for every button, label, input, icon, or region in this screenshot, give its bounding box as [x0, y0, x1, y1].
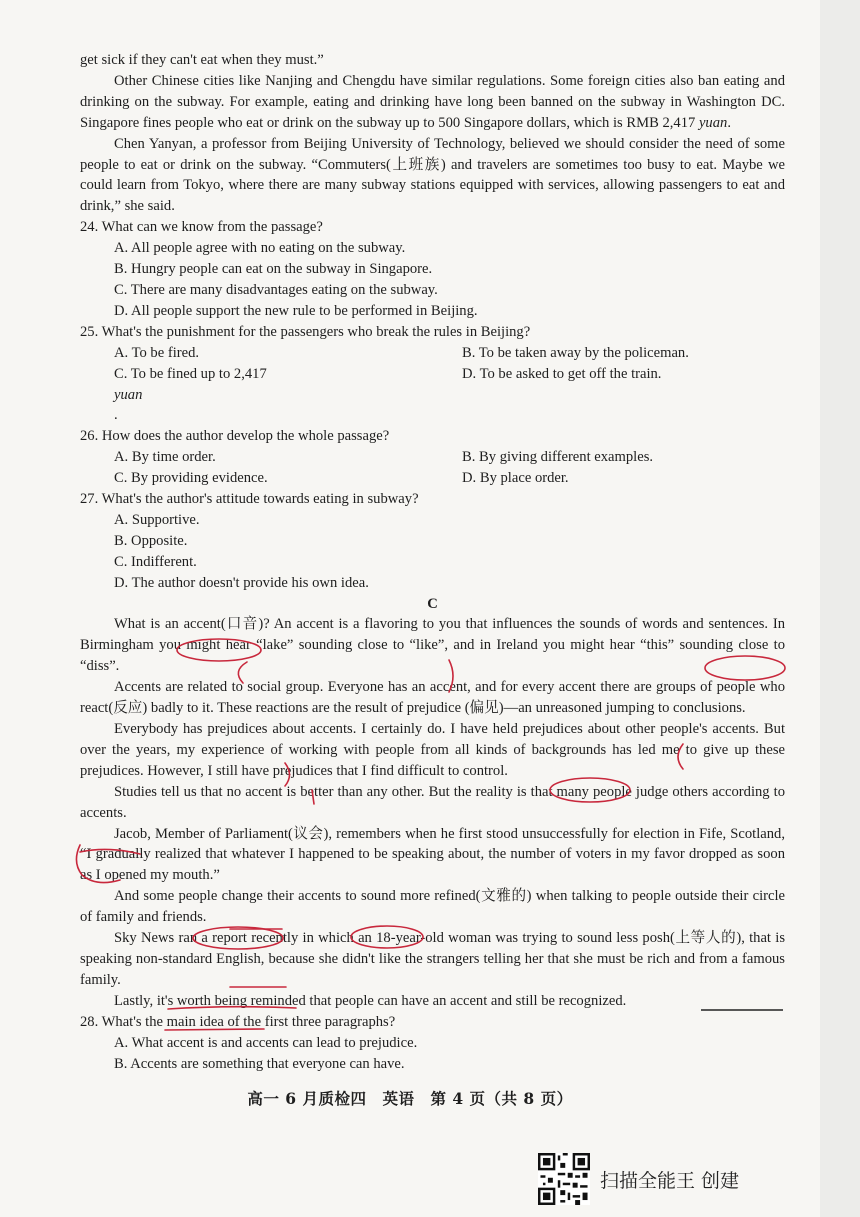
option-d: D. All people support the new rule to be performed in Beijing.: [114, 302, 478, 319]
section-c-paragraph-4: Studies tell us that no accent is better than any other. But the reality is that many people judge others according to accents.: [80, 783, 785, 821]
question-stem: 24. What can we know from the passage?: [80, 219, 323, 236]
option-b: B. Opposite.: [114, 532, 188, 549]
option-row: [114, 468, 785, 489]
option-c-text: C. To be fined up to 2,417: [114, 365, 267, 382]
question-stem: 26. How does the author develop the whole passage?: [80, 428, 390, 445]
scanner-watermark: 扫描全能王 创建: [600, 1170, 740, 1192]
option-d: D. By place order.: [462, 470, 569, 487]
option-a: A. By time order.: [114, 449, 216, 466]
passage-b-p1-end: .: [727, 114, 731, 131]
passage-b-paragraph-1: [80, 71, 785, 134]
question-stem: 27. What's the author's attitude towards eating in subway?: [80, 491, 419, 508]
section-c-paragraph-1: What is an accent(口音)? An accent is a flavoring to you that influences the sounds of words and sentences. In Birmingham you might hear “lake” sounding close to “like”, and in Ireland you might hear “this” sounding close to “diss”.: [80, 616, 785, 675]
option-b: B. Accents are something that everyone can have.: [114, 1055, 405, 1072]
option-c: [114, 364, 462, 427]
option-d: D. To be asked to get off the train.: [462, 365, 662, 382]
qr-code-icon: [538, 1153, 590, 1205]
option-a: A. What accent is and accents can lead to prejudice.: [114, 1034, 418, 1051]
passage-b-paragraph-0: get sick if they can't eat when they must.”: [80, 52, 324, 68]
option-b: B. To be taken away by the policeman.: [462, 344, 689, 361]
question-24: [80, 217, 785, 322]
option-c: C. Indifferent.: [114, 553, 197, 570]
option-a: A. All people agree with no eating on the subway.: [114, 240, 406, 257]
option-a: A. To be fired.: [114, 344, 200, 361]
question-26: [80, 426, 785, 489]
option-c-end: .: [114, 407, 118, 424]
question-28: [80, 1012, 785, 1075]
scan-edge: [820, 0, 860, 1217]
question-stem: 25. What's the punishment for the passengers who break the rules in Beijing?: [80, 323, 531, 340]
question-stem: 28. What's the main idea of the first three paragraphs?: [80, 1013, 396, 1030]
section-c-paragraph-7: Sky News ran a report recently in which an 18-year-old woman was trying to sound less posh(上等人的), that is speaking non-standard English, because she didn't like the strangers telling her that she must be rich and from a famous family.: [80, 930, 785, 988]
section-c-paragraph-3: Everybody has prejudices about accents. I certainly do. I have held prejudices about other people's accents. But over the years, my experience of working with people from all kinds of backgrounds has led me to give up these prejudices. However, I still have prejudices that I find difficult to control.: [80, 721, 785, 779]
yuan-italic: yuan: [698, 114, 728, 131]
passage-b-p1-text: Other Chinese cities like Nanjing and Chengdu have similar regulations. Some foreign cities also ban eating and drinking on the subway. For example, eating and drinking have long been banned on the subway in Washington DC. Singapore fines people who eat or drink on the subway up to 500 Singapore dollars, which is RMB 2,417: [80, 72, 785, 131]
option-row: [114, 343, 785, 364]
section-c-paragraph-2: Accents are related to social group. Everyone has an accent, and for every accent there are groups of people who react(反应) badly to it. These reactions are the result of prejudice (偏见)—an unreasoned jumping to conclusions.: [80, 679, 785, 717]
option-a: A. Supportive.: [114, 511, 200, 528]
page-content: [80, 50, 785, 1074]
option-b: B. By giving different examples.: [462, 449, 654, 466]
section-c-paragraph-6: And some people change their accents to sound more refined(文雅的) when talking to people outside their circle of family and friends.: [80, 888, 785, 926]
passage-b-paragraph-2: Chen Yanyan, a professor from Beijing University of Technology, believed we should consider the need of some people to eat or drink on the subway. “Commuters(上班族) and travelers are sometimes too busy to eat. Maybe we could learn from Tokyo, where there are many subway stations equipped with services, allowing passengers to eat and drink,” she said.: [80, 135, 785, 215]
question-27: [80, 489, 785, 594]
section-c-paragraph-8: Lastly, it's worth being reminded that people can have an accent and still be recognized.: [114, 992, 627, 1009]
yuan-italic: yuan: [114, 386, 143, 403]
option-b: B. Hungry people can eat on the subway in Singapore.: [114, 261, 433, 278]
option-d: D. The author doesn't provide his own idea.: [114, 574, 369, 591]
question-25: [80, 322, 785, 427]
option-row: [114, 447, 785, 468]
page-footer: 高一 6 月质检四 英语 第 4 页（共 8 页）: [247, 1089, 573, 1108]
section-c-paragraph-5: Jacob, Member of Parliament(议会), remembers when he first stood unsuccessfully for election in Fife, Scotland, “I gradually realized that whatever I happened to be speaking about, the number of voters in my favor dropped as soon as I opened my mouth.”: [80, 825, 785, 884]
option-c: C. By providing evidence.: [114, 470, 268, 487]
section-c-heading: C: [427, 595, 438, 612]
option-c: C. There are many disadvantages eating on the subway.: [114, 281, 438, 298]
option-row: [114, 364, 785, 427]
